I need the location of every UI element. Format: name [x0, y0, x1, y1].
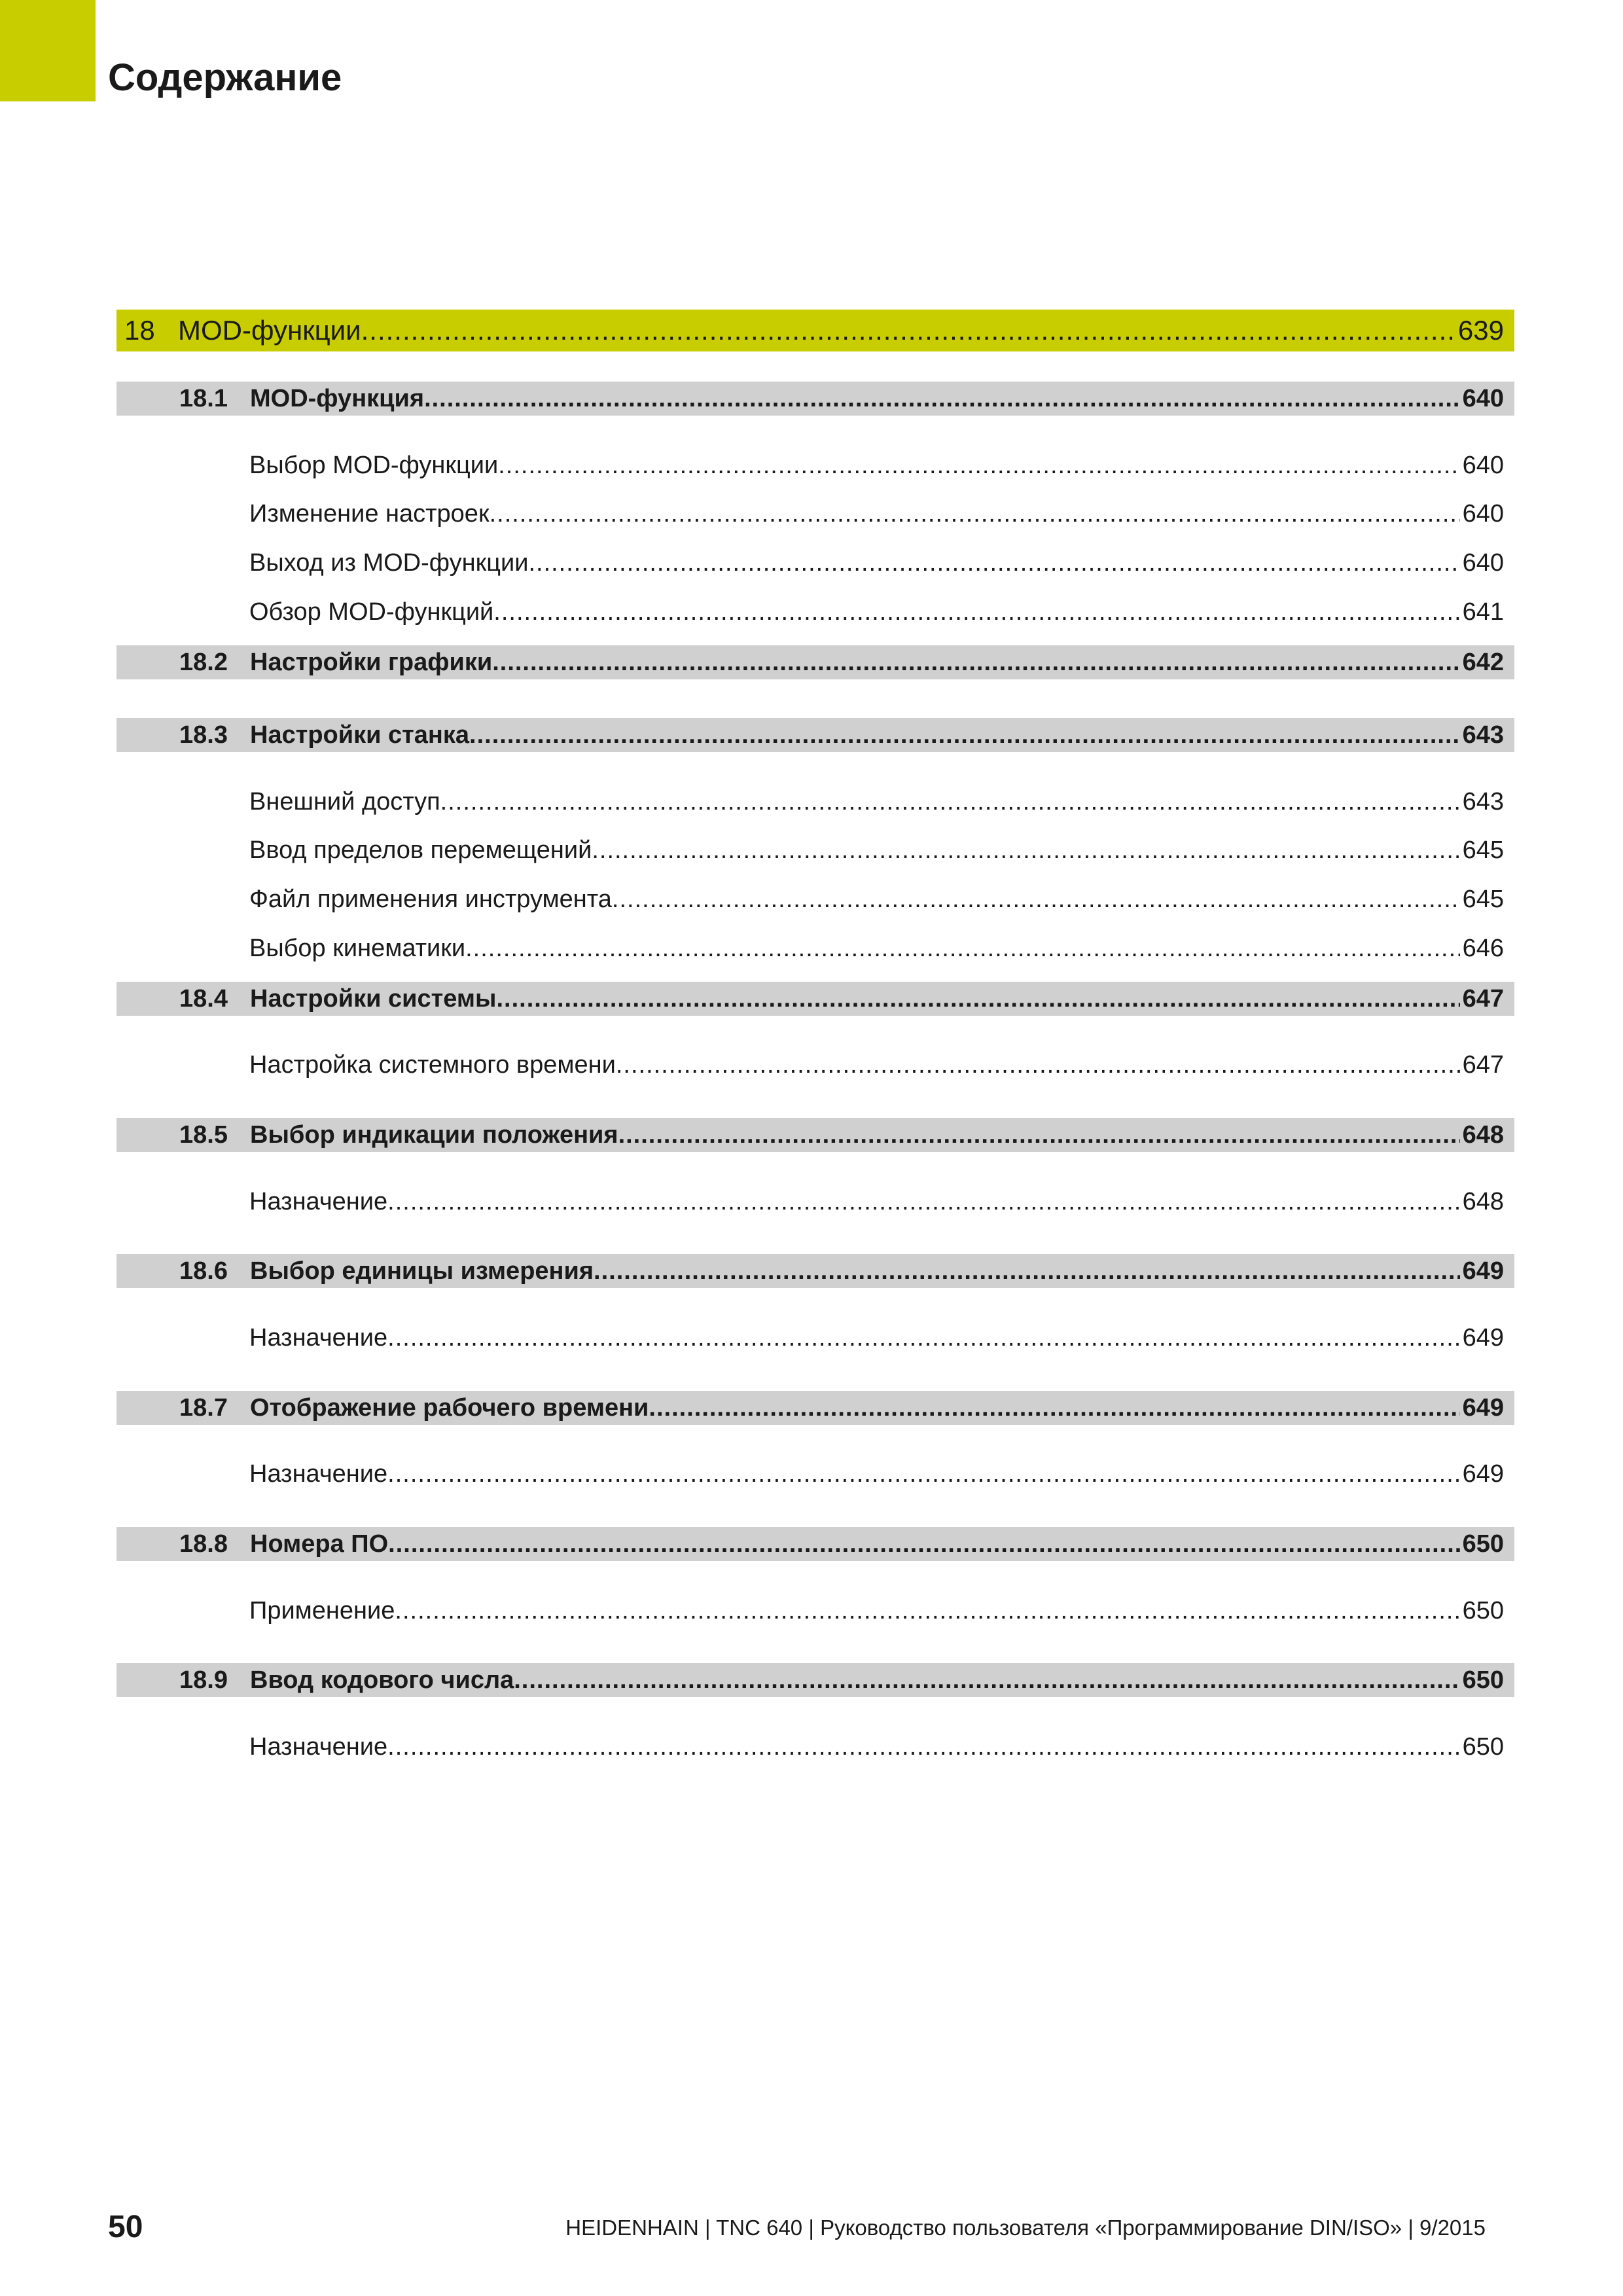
toc-section-18-4[interactable]: [116, 982, 1514, 1016]
toc-section-title: Настройки системы: [250, 984, 497, 1013]
toc-section-18-2[interactable]: [116, 645, 1514, 679]
toc-item-title: Ввод пределов перемещений: [249, 836, 592, 864]
toc-item[interactable]: [116, 446, 1514, 485]
toc-section-number: 18.7: [179, 1393, 228, 1422]
toc-section-18-5[interactable]: [116, 1118, 1514, 1152]
toc-item-page: 648: [1462, 1187, 1504, 1215]
toc-section-title: Выбор единицы измерения: [250, 1257, 594, 1285]
toc-item-page: 645: [1462, 885, 1504, 913]
toc-item-title: Изменение настроек: [249, 499, 490, 528]
toc-section-title: Настройки графики: [250, 648, 493, 676]
toc-leader-dots: [387, 1188, 1459, 1216]
toc-leader-dots: [469, 721, 1460, 749]
toc-item[interactable]: [116, 592, 1514, 632]
toc-item-title: Внешний доступ: [249, 787, 440, 816]
toc-section-number: 18.4: [179, 984, 228, 1013]
toc-section-page: 650: [1462, 1666, 1504, 1694]
toc-leader-dots: [618, 1121, 1460, 1149]
toc-leader-dots: [616, 1051, 1460, 1079]
toc-chapter-title: MOD-функции: [178, 315, 361, 346]
toc-item[interactable]: [116, 1454, 1514, 1494]
toc-section-title: MOD-функция: [250, 384, 425, 412]
footer-publication-info: HEIDENHAIN | TNC 640 | Руководство пользователя «Программирование DIN/ISO» | 9/2015: [565, 2215, 1486, 2240]
toc-item-page: 649: [1462, 1323, 1504, 1352]
toc-section-18-1[interactable]: [116, 382, 1514, 416]
toc-item-title: Назначение: [249, 1323, 388, 1352]
toc-item-page: 647: [1462, 1050, 1504, 1079]
toc-item-page: 643: [1462, 787, 1504, 816]
footer-page-number: 50: [108, 2210, 143, 2244]
toc-section-18-8[interactable]: [116, 1527, 1514, 1561]
toc-leader-dots: [490, 500, 1460, 528]
page-title: Содержание: [108, 56, 342, 99]
toc-item[interactable]: [116, 1318, 1514, 1357]
toc-section-18-7[interactable]: [116, 1391, 1514, 1425]
toc-section-page: 649: [1462, 1393, 1504, 1422]
toc-section-page: 650: [1462, 1530, 1504, 1558]
toc-item[interactable]: [116, 1727, 1514, 1767]
toc-item-page: 645: [1462, 836, 1504, 864]
toc-leader-dots: [649, 1394, 1459, 1422]
toc-item-title: Выбор MOD-функции: [249, 451, 499, 479]
toc-section-page: 642: [1462, 648, 1504, 676]
toc-leader-dots: [612, 886, 1460, 914]
toc-item[interactable]: [116, 831, 1514, 870]
toc-item[interactable]: [116, 1591, 1514, 1630]
toc-item-title: Назначение: [249, 1187, 388, 1215]
toc-item-title: Назначение: [249, 1732, 388, 1761]
corner-accent-block: [0, 0, 96, 101]
toc-chapter-number: 18: [124, 315, 155, 346]
toc-section-number: 18.9: [179, 1666, 228, 1694]
toc-section-number: 18.2: [179, 648, 228, 676]
toc-section-number: 18.1: [179, 384, 228, 412]
toc-leader-dots: [387, 1324, 1459, 1352]
toc-section-18-6[interactable]: [116, 1254, 1514, 1288]
toc-section-number: 18.5: [179, 1121, 228, 1149]
toc-chapter-page: 639: [1457, 315, 1504, 346]
toc-item-page: 649: [1462, 1460, 1504, 1488]
toc-item-title: Обзор MOD-функций: [249, 598, 494, 626]
toc-item-title: Применение: [249, 1596, 395, 1624]
toc-leader-dots: [493, 598, 1459, 626]
toc-leader-dots: [498, 452, 1459, 480]
toc-section-title: Выбор индикации положения: [250, 1121, 618, 1149]
toc-item-page: 640: [1462, 451, 1504, 479]
toc-leader-dots: [361, 315, 1455, 346]
toc-leader-dots: [496, 985, 1459, 1013]
toc-leader-dots: [594, 1257, 1460, 1285]
toc-item[interactable]: [116, 929, 1514, 968]
toc-section-title: Настройки станка: [250, 721, 470, 749]
toc-leader-dots: [424, 385, 1460, 413]
toc-item-page: 650: [1462, 1596, 1504, 1624]
toc-item-page: 640: [1462, 499, 1504, 528]
toc-item-title: Выбор кинематики: [249, 934, 466, 962]
toc-item-title: Настройка системного времени: [249, 1050, 616, 1079]
toc-leader-dots: [440, 788, 1460, 816]
toc-item[interactable]: [116, 1045, 1514, 1085]
toc-item-page: 640: [1462, 548, 1504, 577]
toc-leader-dots: [395, 1597, 1459, 1625]
toc-section-number: 18.3: [179, 721, 228, 749]
toc-item-title: Назначение: [249, 1460, 388, 1488]
toc-leader-dots: [492, 649, 1459, 677]
toc-item-page: 646: [1462, 934, 1504, 962]
toc-section-page: 640: [1462, 384, 1504, 412]
toc-leader-dots: [528, 549, 1459, 577]
toc-section-page: 648: [1462, 1121, 1504, 1149]
toc-leader-dots: [465, 935, 1459, 963]
toc-section-page: 643: [1462, 721, 1504, 749]
toc-section-18-9[interactable]: [116, 1663, 1514, 1697]
toc-item-page: 641: [1462, 598, 1504, 626]
toc-item-page: 650: [1462, 1732, 1504, 1761]
toc-chapter-18[interactable]: [116, 310, 1514, 351]
toc-item[interactable]: [116, 782, 1514, 821]
toc-section-page: 649: [1462, 1257, 1504, 1285]
toc-section-title: Ввод кодового числа: [250, 1666, 514, 1694]
toc-leader-dots: [592, 836, 1459, 865]
toc-leader-dots: [388, 1530, 1459, 1558]
toc-section-page: 647: [1462, 984, 1504, 1013]
toc-item[interactable]: [116, 1182, 1514, 1221]
toc-item-title: Выход из MOD-функции: [249, 548, 529, 577]
toc-leader-dots: [387, 1460, 1459, 1488]
toc-section-title: Номера ПО: [250, 1530, 389, 1558]
toc-item[interactable]: [116, 880, 1514, 919]
toc-section-18-3[interactable]: [116, 718, 1514, 752]
toc-section-number: 18.6: [179, 1257, 228, 1285]
toc-item-title: Файл применения инструмента: [249, 885, 612, 913]
toc-leader-dots: [387, 1733, 1459, 1761]
toc-leader-dots: [514, 1666, 1459, 1695]
toc-section-title: Отображение рабочего времени: [250, 1393, 649, 1422]
toc-item[interactable]: [116, 494, 1514, 533]
toc-item[interactable]: [116, 543, 1514, 583]
toc-section-number: 18.8: [179, 1530, 228, 1558]
